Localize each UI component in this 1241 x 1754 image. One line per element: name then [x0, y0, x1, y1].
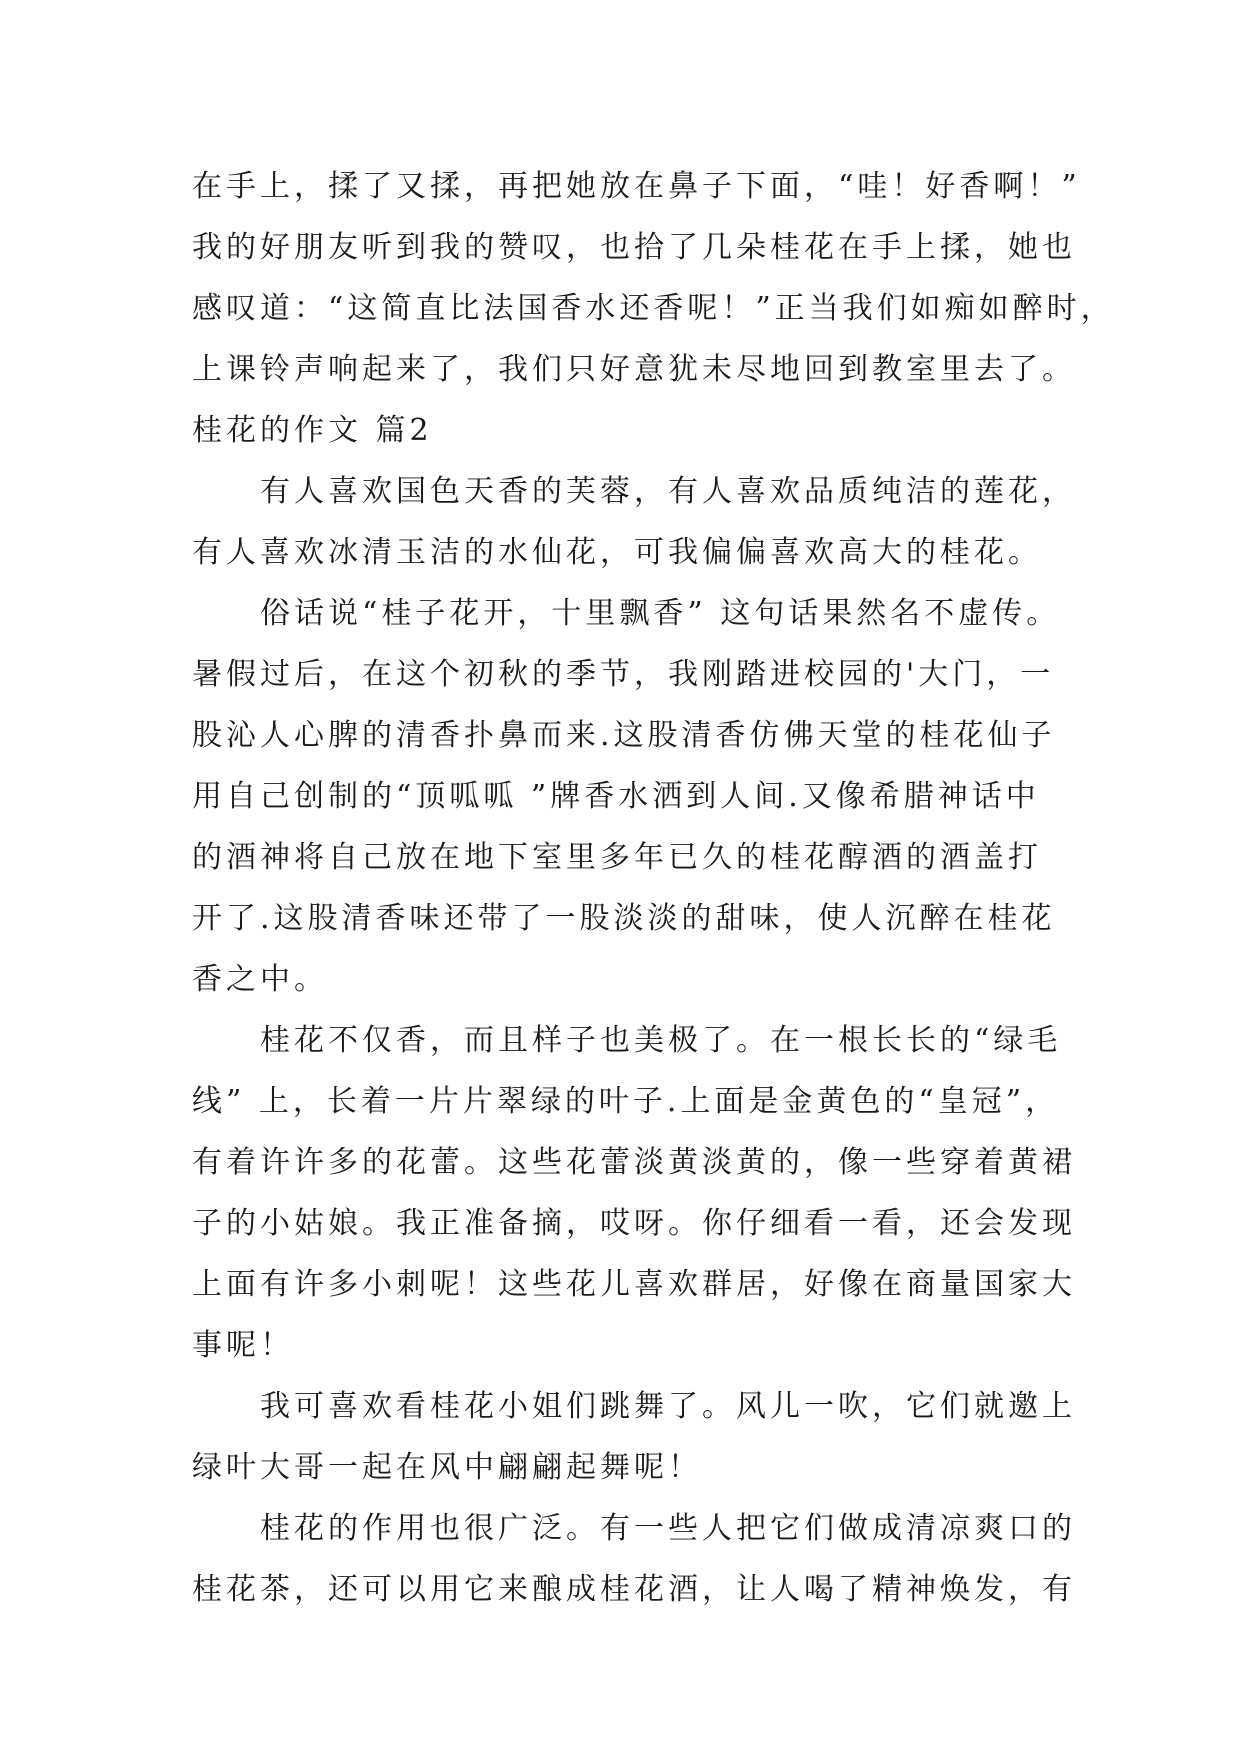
document-page: [192, 156, 1115, 1620]
text-line: 用自己创制的“顶呱呱 ”牌香水洒到人间.又像希腊神话中: [192, 779, 1040, 814]
section-heading: 桂花的作文 篇2: [192, 413, 433, 448]
text-line: 上面有许多小刺呢！这些花儿喜欢群居，好像在商量国家大: [192, 1267, 1076, 1302]
text-line: 在手上，揉了又揉，再把她放在鼻子下面，“哇！好香啊！”: [192, 169, 1081, 204]
text-line: 绿叶大哥一起在风中翩翩起舞呢！: [192, 1450, 702, 1485]
text-line: 暑假过后，在这个初秋的季节，我刚踏进校园的'大门，一: [192, 657, 1055, 692]
text-line: 桂花茶，还可以用它来酿成桂花酒，让人喝了精神焕发，有: [192, 1572, 1076, 1607]
text-line: 我可喜欢看桂花小姐们跳舞了。风儿一吹，它们就邀上: [260, 1389, 1076, 1424]
text-line: 子的小姑娘。我正准备摘，哎呀。你仔细看一看，还会发现: [192, 1206, 1076, 1241]
text-line: 感叹道：“这简直比法国香水还香呢！”正当我们如痴如醉时，: [192, 291, 1115, 326]
text-line: 有人喜欢国色天香的芙蓉，有人喜欢品质纯洁的莲花，: [260, 474, 1076, 509]
text-line: 俗话说“桂子花开，十里飘香” 这句话果然名不虚传。: [260, 596, 1061, 631]
text-line: 桂花不仅香，而且样子也美极了。在一根长长的“绿毛: [260, 1023, 1062, 1058]
text-line: 有人喜欢冰清玉洁的水仙花，可我偏偏喜欢高大的桂花。: [192, 535, 1042, 570]
text-line: 桂花的作用也很广泛。有一些人把它们做成清凉爽口的: [260, 1511, 1076, 1546]
text-line: 香之中。: [192, 962, 328, 997]
text-line: 事呢！: [192, 1328, 294, 1363]
text-line: 有着许许多的花蕾。这些花蕾淡黄淡黄的，像一些穿着黄裙: [192, 1145, 1076, 1180]
text-line: 我的好朋友听到我的赞叹，也拾了几朵桂花在手上揉，她也: [192, 230, 1076, 265]
text-line: 线” 上，长着一片片翠绿的叶子.上面是金黄色的“皇冠”，: [192, 1084, 1060, 1119]
text-line: 股沁人心脾的清香扑鼻而来.这股清香仿佛天堂的桂花仙子: [192, 718, 1056, 753]
text-line: 上课铃声响起来了，我们只好意犹未尽地回到教室里去了。: [192, 352, 1076, 387]
text-line: 开了.这股清香味还带了一股淡淡的甜味，使人沉醉在桂花: [192, 901, 1056, 936]
text-line: 的酒神将自己放在地下室里多年已久的桂花醇酒的酒盖打: [192, 840, 1042, 875]
